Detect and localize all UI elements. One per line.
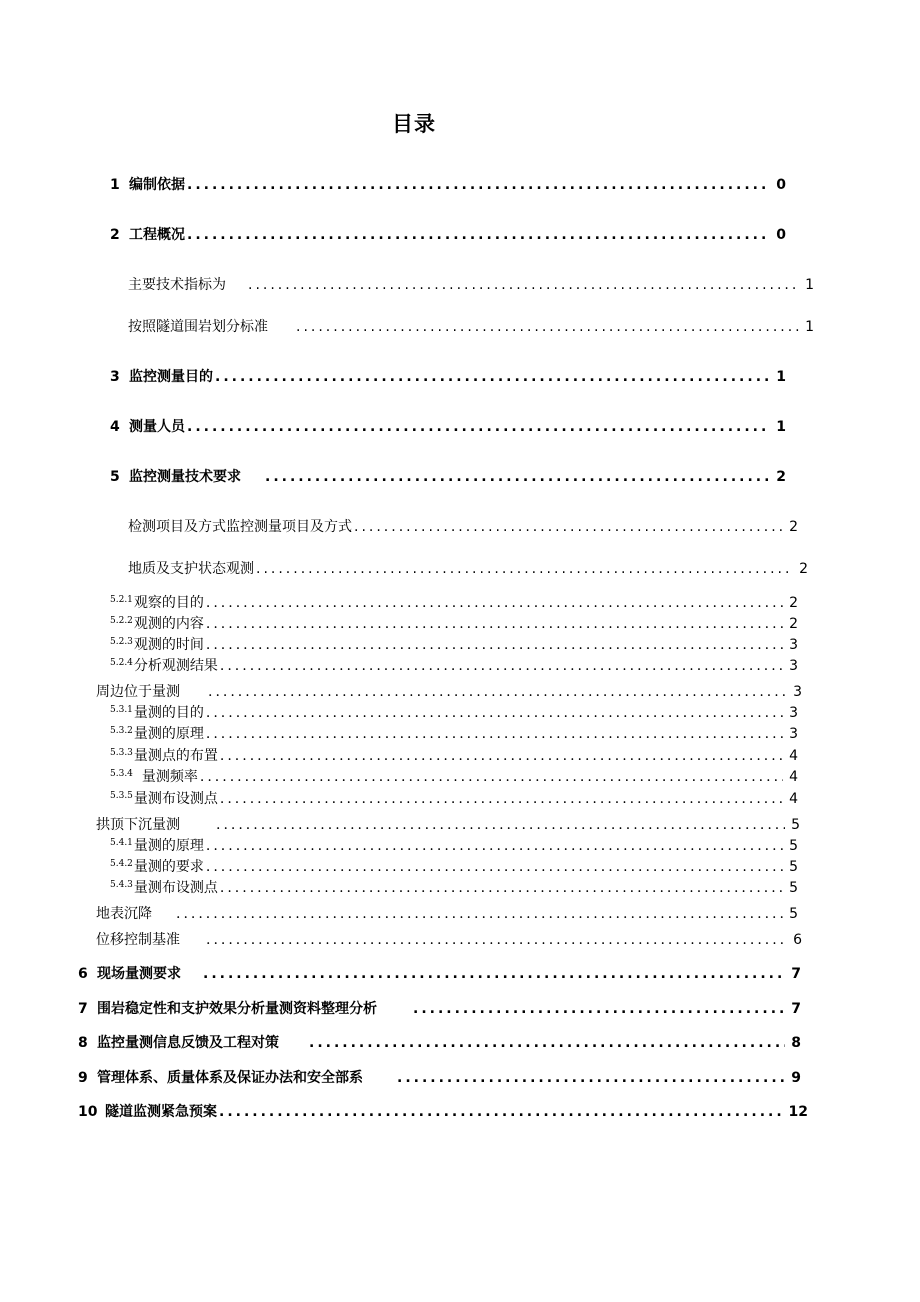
toc-entry[interactable] — [78, 963, 801, 983]
toc-number: 5.3.4 — [110, 769, 133, 779]
toc-entry[interactable] — [110, 766, 798, 786]
toc-label: 监控测量技术要求 — [129, 469, 241, 485]
toc-page: 7 — [791, 1001, 801, 1017]
toc-label: 观测的时间 — [133, 637, 204, 653]
toc-page: 3 — [793, 684, 802, 700]
toc-entry[interactable] — [96, 929, 802, 949]
toc-label: 管理体系、质量体系及保证办法和安全部系 — [97, 1070, 363, 1086]
toc-entry[interactable] — [110, 856, 798, 876]
toc-label: 量测布设测点 — [133, 791, 218, 807]
dot-leader — [206, 838, 783, 854]
toc-page: 9 — [791, 1070, 801, 1086]
toc-entry[interactable] — [128, 316, 814, 336]
dot-leader — [265, 469, 770, 485]
toc-page: 3 — [789, 658, 798, 674]
dot-leader — [397, 1070, 785, 1086]
toc-label: 围岩稳定性和支护效果分析量测资料整理分析 — [97, 1001, 377, 1017]
toc-page: 8 — [791, 1035, 801, 1051]
toc-number: 5.3.2 — [110, 726, 133, 736]
toc-entry[interactable] — [110, 366, 786, 386]
toc-page: 5 — [789, 906, 798, 922]
toc-label: 量测的原理 — [133, 838, 204, 854]
toc-page: 6 — [793, 932, 802, 948]
dot-leader — [309, 1035, 785, 1051]
dot-leader — [413, 1001, 785, 1017]
toc-number: 5.2.3 — [110, 637, 133, 647]
toc-label: 量测的目的 — [133, 705, 204, 721]
toc-number: 7 — [78, 1001, 88, 1017]
toc-page: 1 — [805, 277, 814, 293]
dot-leader — [176, 906, 783, 922]
toc-entry[interactable] — [128, 558, 808, 578]
toc-page: 4 — [789, 769, 798, 785]
toc-entry[interactable] — [110, 613, 798, 633]
page-title: 目录 — [392, 112, 436, 136]
dot-leader — [220, 880, 783, 896]
toc-number: 5.4.2 — [110, 859, 133, 869]
toc-page: 7 — [791, 966, 801, 982]
toc-label: 量测的原理 — [133, 726, 204, 742]
toc-number: 5.2.1 — [110, 595, 133, 605]
toc-entry[interactable] — [110, 592, 798, 612]
toc-entry[interactable] — [96, 681, 802, 701]
toc-page: 1 — [776, 419, 786, 435]
toc-page: 5 — [791, 817, 800, 833]
dot-leader — [206, 859, 783, 875]
toc-entry[interactable] — [78, 998, 801, 1018]
toc-page: 0 — [776, 177, 786, 193]
toc-label: 监控测量目的 — [129, 369, 213, 385]
toc-number: 4 — [110, 419, 120, 435]
toc-label: 量测点的布置 — [133, 748, 218, 764]
toc-entry[interactable] — [110, 788, 798, 808]
dot-leader — [248, 277, 799, 293]
dot-leader — [206, 726, 783, 742]
dot-leader — [187, 177, 770, 193]
toc-entry[interactable] — [110, 174, 786, 194]
toc-number: 5.2.4 — [110, 658, 133, 668]
toc-page: 2 — [789, 519, 798, 535]
toc-entry[interactable] — [110, 877, 798, 897]
toc-page: 1 — [776, 369, 786, 385]
toc-number: 5.3.3 — [110, 748, 133, 758]
dot-leader — [220, 748, 783, 764]
toc-page: 0 — [776, 227, 786, 243]
toc-label: 监控量测信息反馈及工程对策 — [97, 1035, 279, 1051]
toc-label: 检测项目及方式监控测量项目及方式 — [128, 519, 352, 535]
toc-number: 6 — [78, 966, 88, 982]
dot-leader — [216, 817, 785, 833]
toc-page: 3 — [789, 726, 798, 742]
dot-leader — [187, 419, 770, 435]
toc-label: 观测的内容 — [133, 616, 204, 632]
toc-label: 观察的目的 — [133, 595, 204, 611]
toc-page: 5 — [789, 859, 798, 875]
toc-label: 分析观测结果 — [133, 658, 218, 674]
toc-number: 1 — [110, 177, 120, 193]
toc-page: 3 — [789, 705, 798, 721]
dot-leader — [206, 637, 783, 653]
toc-page: 1 — [805, 319, 814, 335]
toc-page: 5 — [789, 838, 798, 854]
toc-label: 隧道监测紧急预案 — [105, 1104, 217, 1120]
toc-entry[interactable] — [110, 416, 786, 436]
dot-leader — [208, 684, 787, 700]
toc-number: 5.2.2 — [110, 616, 133, 626]
toc-page: 4 — [789, 748, 798, 764]
dot-leader — [215, 369, 770, 385]
toc-entry[interactable] — [96, 903, 798, 923]
toc-label: 测量人员 — [129, 419, 185, 435]
toc-entry[interactable] — [110, 723, 798, 743]
toc-label: 地质及支护状态观测 — [128, 561, 254, 577]
dot-leader — [206, 932, 787, 948]
dot-leader — [206, 705, 783, 721]
toc-number: 5.3.5 — [110, 791, 133, 801]
toc-label: 现场量测要求 — [97, 966, 181, 982]
dot-leader — [203, 966, 785, 982]
dot-leader — [220, 791, 783, 807]
toc-entry[interactable] — [110, 224, 786, 244]
dot-leader — [256, 561, 793, 577]
toc-page: 2 — [789, 616, 798, 632]
toc-entry[interactable] — [110, 702, 798, 722]
toc-label: 拱顶下沉量测 — [96, 817, 180, 833]
toc-page: 5 — [789, 880, 798, 896]
toc-label: 量测布设测点 — [133, 880, 218, 896]
dot-leader — [220, 658, 783, 674]
toc-label: 工程概况 — [129, 227, 185, 243]
toc-page: 2 — [789, 595, 798, 611]
dot-leader — [206, 616, 783, 632]
toc-number: 10 — [78, 1104, 98, 1120]
toc-entry[interactable] — [128, 516, 798, 536]
toc-entry[interactable] — [110, 466, 786, 486]
dot-leader — [200, 769, 783, 785]
toc-number: 5.4.1 — [110, 838, 133, 848]
toc-label: 周边位于量测 — [96, 684, 180, 700]
dot-leader — [354, 519, 783, 535]
toc-label: 地表沉降 — [96, 906, 152, 922]
toc-number: 9 — [78, 1070, 88, 1086]
dot-leader — [296, 319, 799, 335]
toc-label: 量测频率 — [141, 769, 198, 785]
toc-label: 编制依据 — [129, 177, 185, 193]
toc-entry[interactable] — [96, 814, 800, 834]
toc-entry[interactable] — [78, 1101, 808, 1121]
toc-entry[interactable] — [110, 655, 798, 675]
dot-leader — [219, 1104, 783, 1120]
dot-leader — [206, 595, 783, 611]
toc-label: 按照隧道围岩划分标准 — [128, 319, 268, 335]
toc-entry[interactable] — [110, 745, 798, 765]
toc-entry[interactable] — [110, 634, 798, 654]
toc-number: 5.3.1 — [110, 705, 133, 715]
toc-label: 量测的要求 — [133, 859, 204, 875]
dot-leader — [187, 227, 770, 243]
toc-page: 4 — [789, 791, 798, 807]
toc-number: 3 — [110, 369, 120, 385]
toc-number: 5.4.3 — [110, 880, 133, 890]
toc-number: 2 — [110, 227, 120, 243]
toc-entry[interactable] — [128, 274, 814, 294]
toc-page: 3 — [789, 637, 798, 653]
toc-label: 主要技术指标为 — [128, 277, 226, 293]
toc-entry[interactable] — [78, 1067, 801, 1087]
toc-page: 12 — [788, 1104, 808, 1120]
toc-entry[interactable] — [110, 835, 798, 855]
toc-label: 位移控制基准 — [96, 932, 180, 948]
toc-number: 5 — [110, 469, 120, 485]
toc-entry[interactable] — [78, 1032, 801, 1052]
toc-number: 8 — [78, 1035, 88, 1051]
toc-page: 2 — [776, 469, 786, 485]
toc-page: 2 — [799, 561, 808, 577]
